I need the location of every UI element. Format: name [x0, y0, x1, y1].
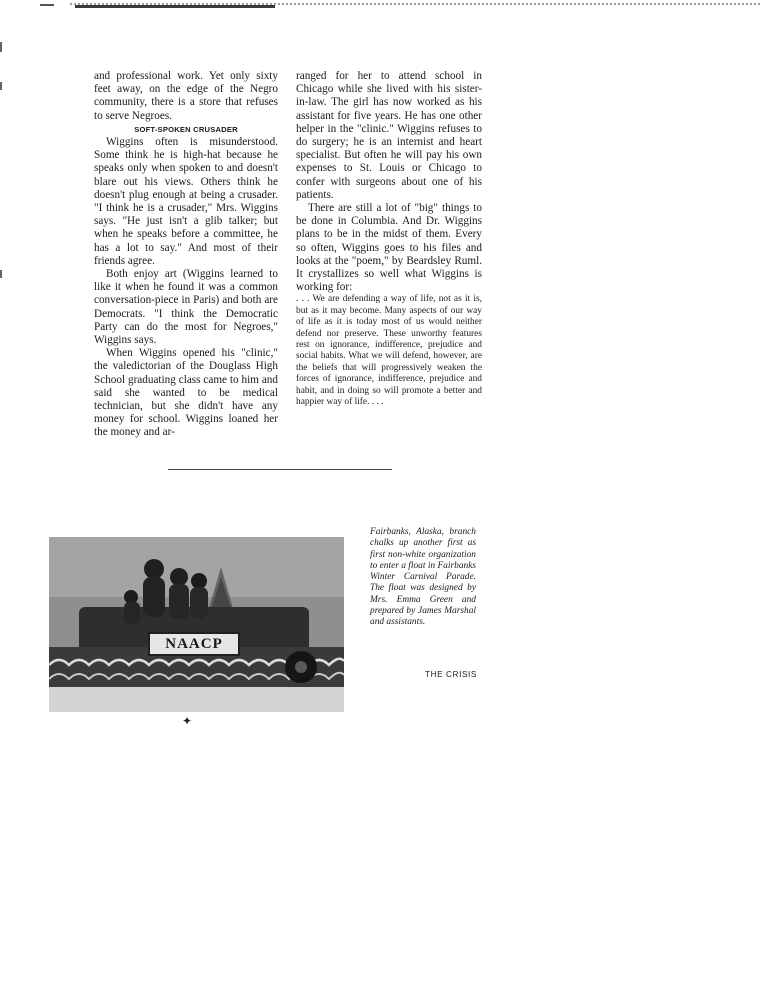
photo-illustration: [49, 537, 344, 712]
photo-credit-mark: ✦: [182, 714, 193, 728]
paragraph: Wiggins often is misunderstood. Some think he is high-hat because he speaks only when spoken to and doesn't blare out his views. Others think he doesn't plug enough at being a crusader. "I think he is a crusader," Mrs. Wiggins says. "He just isn't a glib talker; but when he speaks before a committee, he has a lot to say." And most of their friends agree.: [94, 136, 278, 267]
paragraph: ranged for her to attend school in Chicago while she lived with his sister-in-law. The girl has now worked as his assistant for five years. He has one other helper in the "clinic." Wiggins refuses to do surgery; he is an internist and heart specialist. But often he will pay his own expenses to St. Louis or Chicago to confer with surgeons about one of his patients.: [296, 70, 482, 201]
section-divider: [168, 469, 392, 470]
block-quote: . . . We are defending a way of life, not as it is, but as it may become. Many aspects of our way of life as it is today most of us would neither defend nor preserve. These unworthy features rest on ignorance, indifference, prejudice and social habits. What we will defend, however, are the beliefs that will progressively weaken the forces of ignorance, indifference, prejudice and habit, and in doing so will promote a better and happier way of life. . . .: [296, 294, 482, 408]
article-column-right: [296, 70, 482, 409]
publication-footer: THE CRISIS: [425, 670, 477, 679]
paragraph: When Wiggins opened his "clinic," the valedictorian of the Douglass High School graduating class came to him and said she wanted to be medical technician, but she didn't have any money for school. Wiggins loaned her the money and ar-: [94, 347, 278, 439]
float-banner-text: NAACP: [165, 635, 223, 652]
paragraph: and professional work. Yet only sixty feet away, on the edge of the Negro community, there is a store that refuses to serve Negroes.: [94, 70, 278, 122]
photo-caption: Fairbanks, Alaska, branch chalks up another first as first non-white organization to enter a float in Fairbanks Winter Carnival Parade. The float was designed by Mrs. Emma Green and prepared by James Marshal and assistants.: [370, 527, 476, 628]
parade-float-photo: [49, 537, 344, 712]
edge-mark: [0, 42, 2, 52]
article-column-left: [94, 70, 278, 440]
crop-mark: [40, 4, 54, 14]
edge-mark: [0, 270, 2, 278]
section-subheading: SOFT-SPOKEN CRUSADER: [134, 124, 238, 134]
paragraph: Both enjoy art (Wiggins learned to like it when he found it was a common conversation-piece in Paris) and both are Democrats. "I think the Democratic Party can do the most for Negroes," Wiggins says.: [94, 268, 278, 347]
top-solid-rule: [75, 5, 275, 8]
edge-mark: [0, 82, 2, 90]
paragraph: There are still a lot of "big" things to be done in Columbia. And Dr. Wiggins plans to be in the midst of them. Every so often, Wiggins goes to his files and looks at the "poem," by Beardsley Ruml. It crystallizes so well what Wiggins is working for:: [296, 202, 482, 294]
